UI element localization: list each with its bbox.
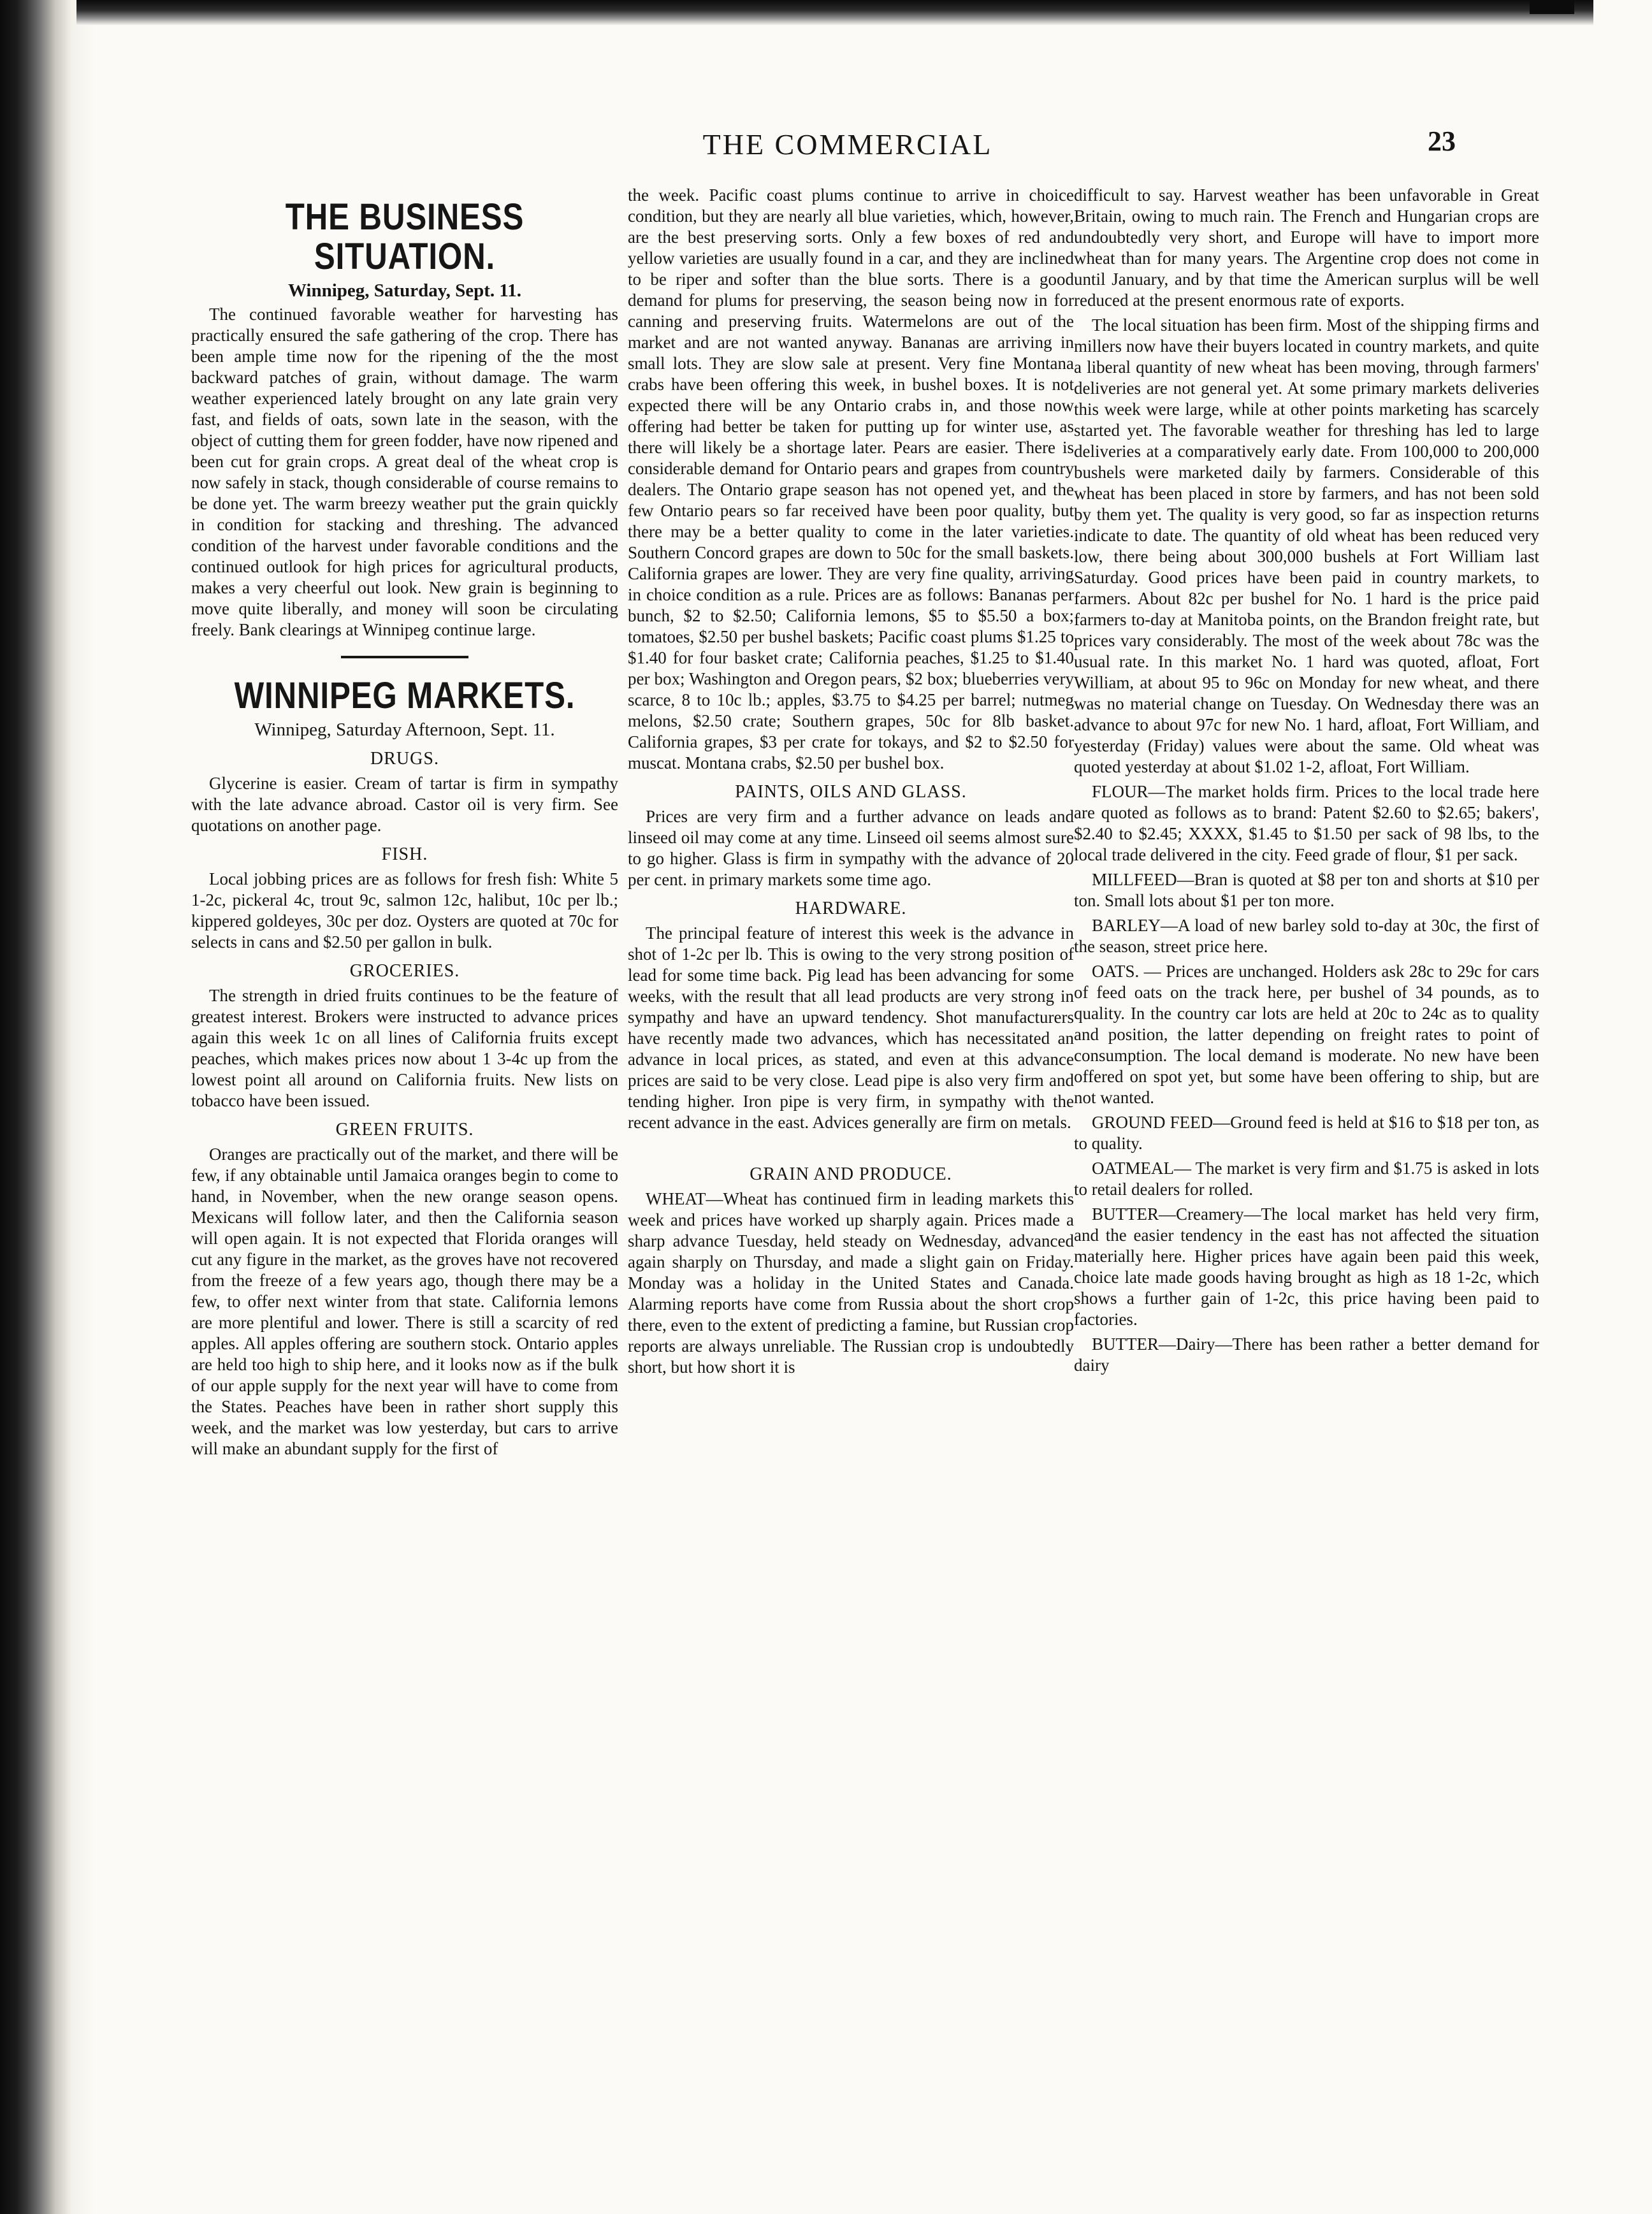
hardware-heading: HARDWARE.: [795, 899, 907, 918]
green-fruits-continued-paragraph: the week. Pacific coast plums continue to arrive in choice condition, but they are nearly all blue varieties, which, however, are the best preserving sorts. Only a few boxes of red and yellow varieties are usually found in a car, and they are inclined to be riper and softer than the blue sorts. There is a good demand for plums for preserving, the season being now in for canning and preserving fruits. Watermelons are out of the market and are not wanted anyway. Bananas are arriving in small lots. They are slow sale at present. Very fine Montana crabs have been offering this week, in bushel boxes. It is not expected there will be any Ontario crabs in, and those now offering had better be taken for putting up for winter use, as there will likely be a shortage later. Pears are easier. There is considerable demand for Ontario pears and grapes from country dealers. The Ontario grape season has not opened yet, and the few Ontario pears so far received have been poor quality, but there may be a better quality to come in the later varieties. Southern Concord grapes are down to 50c for the small baskets. California grapes are lower. They are very fine quality, arriving in choice condition as a rule. Prices are as follows: Bananas per bunch, $2 to $2.50; California lemons, $5 to $5.50 a box; tomatoes, $2.50 per bushel baskets; Pacific coast plums $1.25 to $1.40 for four basket crate; California peaches, $1.25 to $1.40 per box; Washington and Oregon pears, $2 box; blueberries very scarce, 8 to 10c lb.; apples, $3.75 to $4.25 per barrel; nutmeg melons, $2.50 crate; Southern grapes, 50c for 8lb basket. California grapes, $3 per crate for tokays, and $2 to $2.50 for muscat. Montana crabs, $2.50 per bushel box.: [628, 185, 1074, 772]
groceries-paragraph: The strength in dried fruits continues to be the feature of greatest interest. Brokers were instructed to advance prices again this week 1c on all lines of California fruits except peaches, which makes prices now about 1 3-4c up from the lowest point all around on California fruits. New lists on tobacco have been issued.: [191, 986, 618, 1110]
page-binding-edge: [0, 0, 96, 2214]
scan-top-edge: [76, 0, 1593, 25]
business-dateline: Winnipeg, Saturday, Sept. 11.: [287, 280, 522, 301]
business-situation-heading: THE BUSINESS SITUATION.: [285, 196, 525, 277]
grain-produce-heading: GRAIN AND PRODUCE.: [750, 1164, 952, 1184]
column-2: [628, 185, 1074, 2192]
groceries-heading: GROCERIES.: [349, 961, 460, 981]
local-situation-paragraph: The local situation has been firm. Most of the shipping firms and millers now have their buyers located in country markets, and quite a liberal quantity of new wheat has been moving, through farmers' deliveries are not general yet. At some primary markets deliveries this week were large, while at other points marketing has scarcely started yet. The favorable weather for threshing has led to large deliveries at a comparatively early date. From 100,000 to 200,000 bushels were marketed daily by farmers. Considerable of this wheat has been placed in store by farmers, and has not been sold by them yet. The quality is very good, so far as inspection returns indicate to date. The quantity of old wheat has been reduced very low, there being about 300,000 bushels at Fort William last Saturday. Good prices have been paid in country markets, to farmers. About 82c per bushel for No. 1 hard is the price paid farmers to-day at Manitoba points, on the Brandon freight rate, but prices vary considerably. The most of the week about 78c was the usual rate. In this market No. 1 hard was quoted, afloat, Fort William, at about 95 to 96c on Monday for new wheat, and there was no material change on Tuesday. On Wednesday there was an advance to about 97c for new No. 1 hard, afloat, Fort William, and yesterday (Friday) values were about the same. Old wheat was quoted yesterday at about $1.02 1-2, afloat, Fort William.: [1074, 315, 1539, 776]
column-gap: [628, 1137, 1074, 1156]
hardware-paragraph: The principal feature of interest this week is the advance in shot of 1-2c per lb. This is owing to the very strong position of lead for some time back. Pig lead has been advancing for some weeks, with the result that all lead products are very strong in sympathy and have an upward tendency. Shot manufacturers have recently made two advances, which has necessitated an advance in local prices, as stated, and even at this advance prices are said to be very close. Lead pipe is also very firm and tending higher. Iron pipe is very firm, in sympathy with the recent advance in the east. Advices generally are firm on metals.: [628, 923, 1074, 1132]
oats-paragraph: OATS. — Prices are unchanged. Holders ask 28c to 29c for cars of feed oats on the track here, per bushel of 34 pounds, as to quality. In the country car lots are held at 20c to 24c as to quality and position, the latter depending on freight rates to point of consumption. The local demand is moderate. No new have been offered on spot yet, but some have been offering to ship, but are not wanted.: [1074, 962, 1539, 1107]
drugs-heading: DRUGS.: [370, 749, 439, 769]
column-1: [191, 185, 618, 2192]
wheat-paragraph: WHEAT—Wheat has continued firm in leading markets this week and prices have worked up sharply again. Prices made a sharp advance Tuesday, held steady on Wednesday, advanced again sharply on Thursday, and made a slight gain on Friday. Monday was a holiday in the United States and Canada. Alarming reports have come from Russia about the short crop there, even to the extent of predicting a famine, but Russian crop reports are always unreliable. The Russian crop is undoubtedly short, but how short it is: [628, 1189, 1074, 1377]
paints-oils-glass-heading: PAINTS, OILS AND GLASS.: [735, 782, 967, 802]
scan-blot: [1530, 0, 1574, 14]
green-fruits-paragraph: Oranges are practically out of the market, and there will be few, if any obtainable until Jamaica oranges begin to come to hand, in November, when the new orange season opens. Mexicans will follow later, and then the California season will open again. It is not expected that Florida oranges will cut any figure in the market, as the groves have not recovered from the freeze of a few years ago, though there may be a few, to offer next winter from that state. California lemons are more plentiful and lower. There is still a scarcity of red apples. All apples offering are southern stock. Ontario apples are held too high to ship here, and it looks now as if the bulk of our apple supply for the next year will have to come from the States. Peaches have been in rather short supply this week, and the market was low yesterday, but cars to arrive will make an abundant supply for the first of: [191, 1145, 618, 1458]
running-head: THE COMMERCIAL: [702, 128, 993, 161]
section-divider: [341, 656, 468, 658]
column-3: [1074, 185, 1539, 2192]
fish-paragraph: Local jobbing prices are as follows for fresh fish: White 5 1-2c, pickeral 4c, trout 9c, salmon 12c, halibut, 10c per lb.; kippered goldeyes, 30c per doz. Oysters are quoted at 70c for selects in cans and $2.50 per gallon in bulk.: [191, 869, 618, 951]
winnipeg-markets-heading: WINNIPEG MARKETS.: [234, 675, 576, 716]
wheat-continued-paragraph: difficult to say. Harvest weather has been unfavorable in Great Britain, owing to much rain. The French and Hungarian crops are undoubtedly very short, and Europe will have to import more wheat than for many years. The Argentine crop does not come in until January, and by that time the American surplus will be well reduced at the present enormous rate of exports.: [1074, 185, 1539, 310]
paints-paragraph: Prices are very firm and a further advance on leads and linseed oil may come at any time. Linseed oil seems almost sure to go higher. Glass is firm in sympathy with the advance of 20 per cent. in primary markets some time ago.: [628, 807, 1074, 889]
butter-creamery-paragraph: BUTTER—Creamery—The local market has held very firm, and the easier tendency in the east has not affected the situation materially here. Higher prices have again been paid this week, choice late made goods having brought as high as 18 1-2c, which shows a further gain of 1-2c, this price having been paid to factories.: [1074, 1205, 1539, 1329]
green-fruits-heading: GREEN FRUITS.: [335, 1120, 474, 1140]
fish-heading: FISH.: [381, 844, 428, 864]
oatmeal-paragraph: OATMEAL— The market is very firm and $1.75 is asked in lots to retail dealers for rolled.: [1074, 1159, 1539, 1199]
ground-feed-paragraph: GROUND FEED—Ground feed is held at $16 to $18 per ton, as to quality.: [1074, 1113, 1539, 1153]
millfeed-paragraph: MILLFEED—Bran is quoted at $8 per ton and shorts at $10 per ton. Small lots about $1 per ton more.: [1074, 870, 1539, 910]
flour-paragraph: FLOUR—The market holds firm. Prices to the local trade here are quoted as follows as to brand: Patent $2.60 to $2.65; bakers', $2.40 to $2.45; XXXX, $1.45 to $1.50 per sack of 98 lbs, to the local trade delivered in the city. Feed grade of flour, $1 per sack.: [1074, 782, 1539, 864]
business-paragraph: The continued favorable weather for harvesting has practically ensured the safe gathering of the crop. There has been ample time now for the ripening of the the most backward patches of grain, without damage. The warm weather experienced lately brought on any late grain very fast, and fields of oats, sown late in the season, with the object of cutting them for green fodder, have now ripened and been cut for grain crops. A great deal of the wheat crop is now safely in stack, though considerable of course remains to be done yet. The warm breezy weather put the grain quickly in condition for stacking and threshing. The advanced condition of the harvest under favorable conditions and the continued outlook for high prices for agricultural products, makes a very cheerful out look. New grain is beginning to move quite liberally, and money will soon be circulating freely. Bank clearings at Winnipeg continue large.: [191, 305, 618, 639]
page-number: 23: [1428, 126, 1456, 157]
markets-dateline: Winnipeg, Saturday Afternoon, Sept. 11.: [254, 720, 555, 740]
barley-paragraph: BARLEY—A load of new barley sold to-day at 30c, the first of the season, street price here.: [1074, 916, 1539, 956]
butter-dairy-paragraph: BUTTER—Dairy—There has been rather a better demand for dairy: [1074, 1335, 1539, 1375]
drugs-paragraph: Glycerine is easier. Cream of tartar is firm in sympathy with the late advance abroad. Castor oil is very firm. See quotations on another page.: [191, 774, 618, 835]
